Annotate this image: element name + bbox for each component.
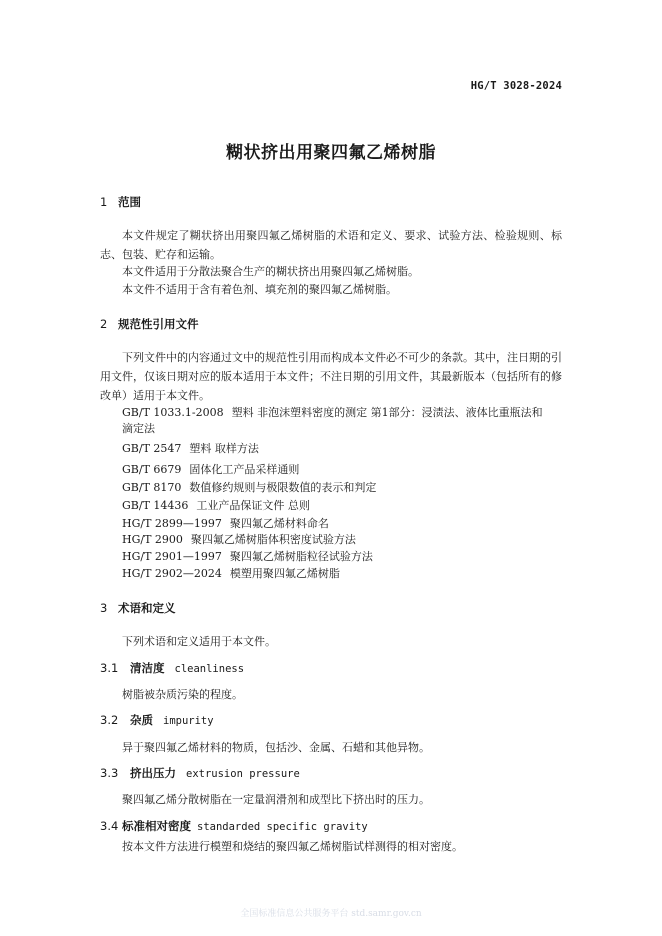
term-number: 3.1 (100, 661, 119, 675)
reference-title: 聚四氟乙烯材料命名 (229, 517, 329, 530)
section-2-heading (100, 316, 199, 332)
watermark-text: 全国标准信息公共服务平台 std.samr.gov.cn (240, 909, 422, 919)
reference-item (122, 565, 340, 581)
reference-title: 工业产品保证文件 总则 (196, 499, 310, 512)
section-3-heading (100, 600, 176, 616)
term-heading (100, 765, 300, 781)
document-title: 糊状挤出用聚四氟乙烯树脂 (226, 143, 436, 163)
reference-item (122, 548, 373, 564)
reference-title: 聚四氟乙烯树脂体积密度试验方法 (190, 533, 356, 546)
reference-item (122, 515, 329, 531)
term-name: 标准相对密度 (122, 819, 191, 833)
section-title: 范围 (118, 195, 141, 209)
reference-title: 塑料 取样方法 (189, 442, 259, 455)
scope-paragraph-2: 本文件适用于分散法聚合生产的糊状挤出用聚四氟乙烯树脂。 (122, 265, 419, 278)
section-1-heading (100, 194, 141, 210)
reference-item (122, 461, 299, 477)
reference-title: 塑料 非泡沫塑料密度的测定 第1部分：浸渍法、液体比重瓶法和 (231, 406, 543, 419)
term-english: cleanliness (174, 663, 245, 675)
reference-code: GB/T 14436 (122, 499, 189, 512)
reference-title: 模塑用聚四氟乙烯树脂 (229, 567, 340, 580)
term-english: impurity (163, 715, 214, 727)
reference-item (122, 440, 259, 456)
term-definition: 树脂被杂质污染的程度。 (122, 688, 243, 701)
scope-paragraph-1: 本文件规定了糊状挤出用聚四氟乙烯树脂的术语和定义、要求、试验方法、检验规则、标志、包装、贮存和运输。 (100, 229, 562, 261)
term-name: 挤出压力 (130, 766, 176, 780)
reference-code: GB/T 1033.1-2008 (122, 406, 224, 419)
reference-item-continuation: 滴定法 (122, 422, 155, 435)
reference-code: HG/T 2901—1997 (122, 550, 222, 563)
scope-paragraph-3: 本文件不适用于含有着色剂、填充剂的聚四氟乙烯树脂。 (122, 283, 397, 296)
term-definition: 异于聚四氟乙烯材料的物质，包括沙、金属、石蜡和其他异物。 (122, 741, 430, 754)
reference-item (122, 404, 543, 420)
reference-title: 聚四氟乙烯树脂粒径试验方法 (229, 550, 373, 563)
term-definition: 按本文件方法进行模塑和烧结的聚四氟乙烯树脂试样测得的相对密度。 (122, 840, 463, 853)
term-number: 3.4 (100, 819, 119, 833)
section-title: 术语和定义 (118, 601, 176, 615)
term-heading (100, 712, 214, 728)
reference-code: HG/T 2900 (122, 533, 183, 546)
term-heading (100, 818, 368, 834)
standard-number: HG/T 3028-2024 (470, 80, 562, 92)
reference-code: GB/T 6679 (122, 463, 182, 476)
term-definition: 聚四氟乙烯分散树脂在一定量润滑剂和成型比下挤出时的压力。 (122, 793, 430, 806)
reference-code: HG/T 2902—2024 (122, 567, 222, 580)
reference-title: 固体化工产品采样通则 (189, 463, 300, 476)
reference-title: 数值修约规则与极限数值的表示和判定 (189, 481, 377, 494)
reference-code: GB/T 2547 (122, 442, 182, 455)
term-number: 3.2 (100, 713, 119, 727)
reference-code: GB/T 8170 (122, 481, 182, 494)
section-number: 2 (100, 317, 108, 331)
term-name: 杂质 (130, 713, 153, 727)
reference-item (122, 531, 356, 547)
reference-item (122, 479, 376, 495)
term-english: extrusion pressure (186, 768, 300, 780)
term-number: 3.3 (100, 766, 119, 780)
term-heading (100, 660, 244, 676)
term-name: 清洁度 (130, 661, 165, 675)
reference-item (122, 497, 310, 513)
terms-intro: 下列术语和定义适用于本文件。 (122, 635, 276, 648)
section-title: 规范性引用文件 (118, 317, 199, 331)
term-english: standarded specific gravity (197, 821, 368, 833)
section-number: 1 (100, 195, 108, 209)
section-number: 3 (100, 601, 108, 615)
references-intro: 下列文件中的内容通过文中的规范性引用而构成本文件必不可少的条款。其中，注日期的引用文件，仅该日期对应的版本适用于本文件；不注日期的引用文件，其最新版本（包括所有的修改单）适用于本文件。 (100, 351, 562, 402)
reference-code: HG/T 2899—1997 (122, 517, 222, 530)
